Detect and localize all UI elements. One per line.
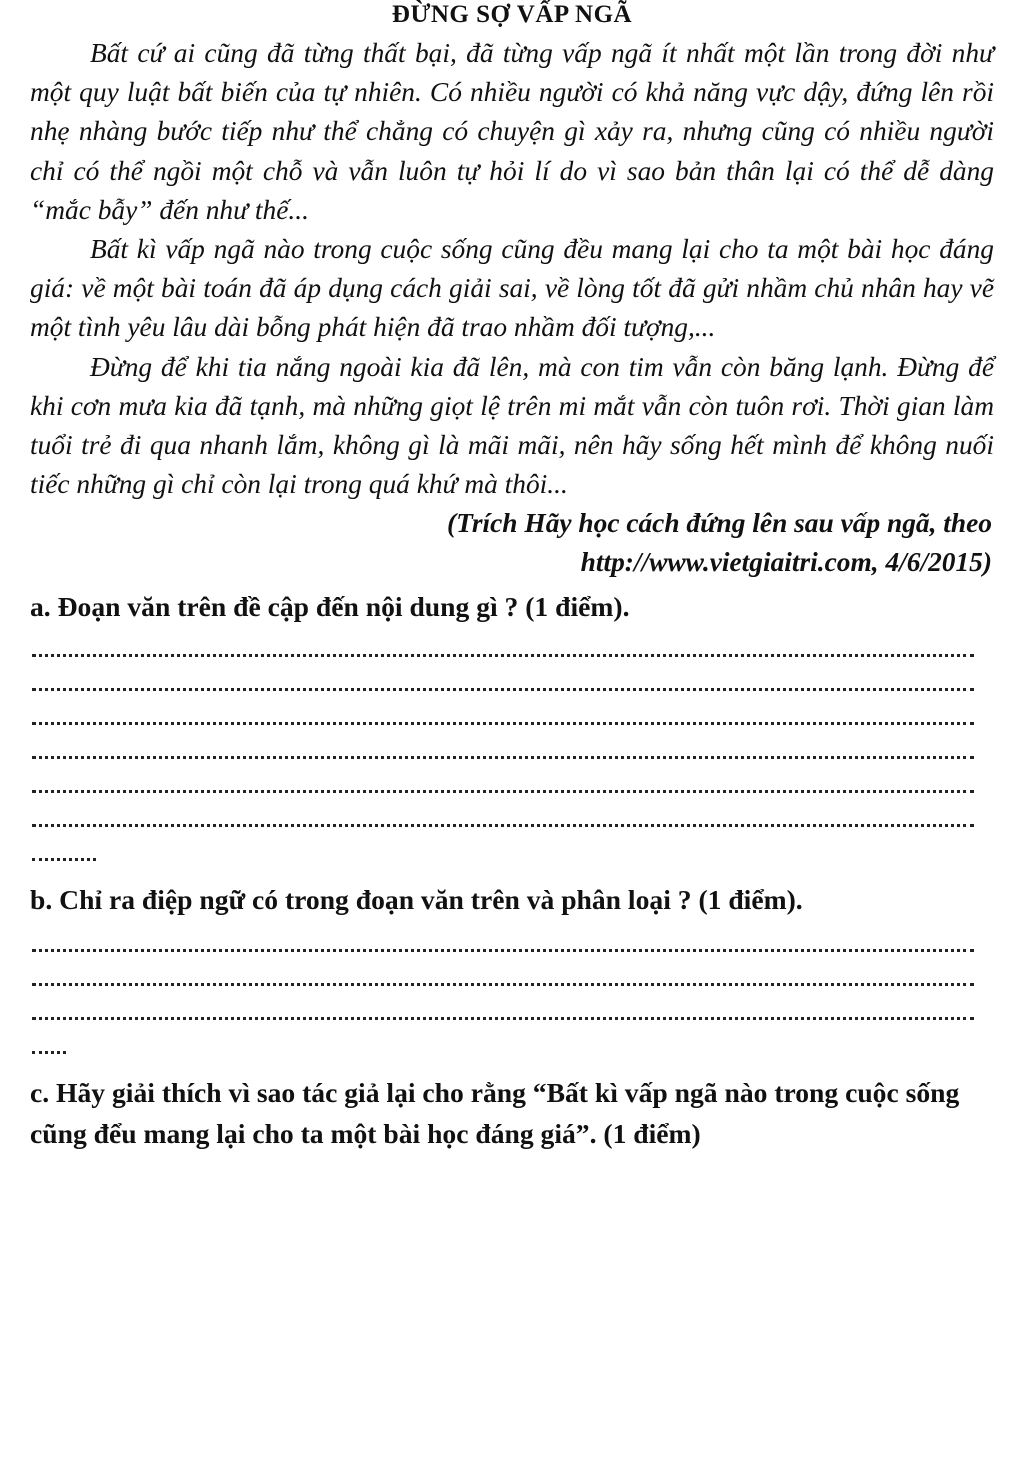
answer-line [30,926,994,960]
answer-line [30,699,994,733]
answer-line [30,665,994,699]
page-title: ĐỪNG SỢ VẤP NGÃ [391,1,633,28]
answer-area-a[interactable] [30,631,994,869]
paragraph-1: Bất cứ ai cũng đã từng thất bại, đã từng vấp ngã ít nhất một lần trong đời như một quy luật bất biến của tự nhiên. Có nhiều người có khả năng vực dậy, đứng lên rồi nhẹ nhàng bước tiếp như thể chẳng có chuyện gì xảy ra, nhưng cũng có nhiều người chỉ có thể ngồi một chỗ và vẫn luôn tự hỏi lí do vì sao bản thân lại có thể dễ dàng “mắc bẫy” đến như thế... [30,38,994,225]
answer-line [30,801,994,835]
answer-line [30,994,994,1028]
source-citation-line-1: (Trích Hãy học cách đứng lên sau vấp ngã, theo [447,508,992,539]
question-c: c. Hãy giải thích vì sao tác giả lại cho rằng “Bất kì vấp ngã nào trong cuộc sống cũng đểu mang lại cho ta một bài học đáng giá”. (1 điểm) [30,1077,960,1150]
source-citation-line-2: http://www.vietgiaitri.com, 4/6/2015) [580,547,992,578]
paragraph-3: Đừng để khi tia nắng ngoài kia đã lên, mà con tim vẫn còn băng lạnh. Đừng để khi cơn mưa kia đã tạnh, mà những giọt lệ trên mi mắt vẫn còn tuôn rơi. Thời gian làm tuổi trẻ đi qua nhanh lắm, không gì là mãi mãi, nên hãy sống hết mình để không nuối tiếc những gì chỉ còn lại trong quá khứ mà thôi... [30,351,994,500]
paragraph-2: Bất kì vấp ngã nào trong cuộc sống cũng đều mang lại cho ta một bài học đáng giá: về một bài toán đã áp dụng cách giải sai, về lòng tốt đã gửi nhầm chủ nhân hay vẽ một tình yêu lâu dài bỗng phát hiện đã trao nhầm đối tượng,... [30,234,994,343]
question-a: a. Đoạn văn trên đề cập đến nội dung gì ? (1 điểm). [30,591,630,623]
answer-line-end [30,835,994,869]
answer-line [30,767,994,801]
answer-area-b[interactable] [30,926,994,1062]
answer-line [30,733,994,767]
answer-line [30,960,994,994]
answer-line-end [30,1028,994,1062]
answer-line [30,631,994,665]
question-b: b. Chỉ ra điệp ngữ có trong đoạn văn trên và phân loại ? (1 điểm). [30,884,803,916]
